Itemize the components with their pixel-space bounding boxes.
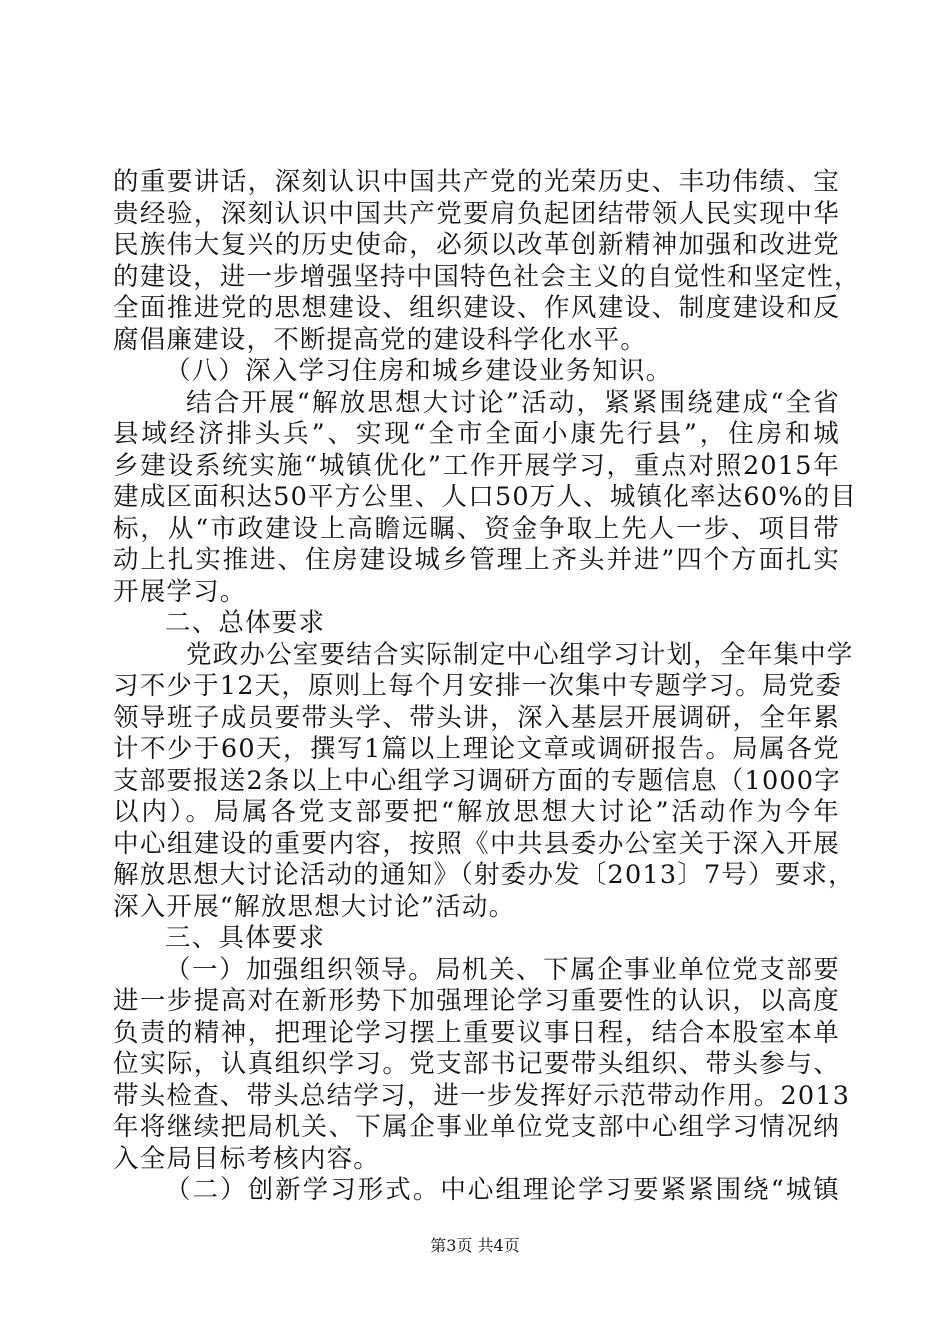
body-line: 标，从“市政建设上高瞻远瞩、资金争取上先人一步、项目带 bbox=[113, 513, 840, 544]
body-line: 深入开展“解放思想大讨论”活动。 bbox=[113, 891, 516, 922]
body-line: 位实际，认真组织学习。党支部书记要带头组织、带头参与、 bbox=[113, 1049, 840, 1079]
body-line: 动上扎实推进、住房建设城乡管理上齐头并进”四个方面扎实 bbox=[113, 545, 840, 575]
body-line: 支部要报送2条以上中心组学习调研方面的专题信息（1000字 bbox=[113, 765, 841, 796]
body-line: 建成区面积达50平方公里、人口50万人、城镇化率达60%的目 bbox=[113, 482, 858, 512]
body-line: 带头检查、带头总结学习，进一步发挥好示范带动作用。2013 bbox=[113, 1080, 851, 1111]
body-line: 中心组建设的重要内容，按照《中共县委办公室关于深入开展 bbox=[113, 828, 840, 859]
body-line: 的重要讲话，深刻认识中国共产党的光荣历史、丰功伟绩、宝 bbox=[113, 167, 840, 197]
body-line: 腐倡廉建设，不断提高党的建设科学化水平。 bbox=[113, 324, 648, 355]
page-footer: 第3页 共4页 bbox=[430, 1236, 520, 1255]
body-line: 计不少于60天，撰写1篇以上理论文章或调研报告。局属各党 bbox=[113, 734, 840, 764]
section-heading: 三、具体要求 bbox=[165, 923, 326, 953]
body-line: 年将继续把局机关、下属企事业单位党支部中心组学习情况纳 bbox=[113, 1112, 840, 1142]
body-line: 以内）。局属各党支部要把“解放思想大讨论”活动作为今年 bbox=[113, 797, 840, 827]
section-heading: 二、总体要求 bbox=[165, 608, 326, 638]
body-line: （二）创新学习形式。中心组理论学习要紧紧围绕“城镇 bbox=[165, 1175, 840, 1205]
body-line: 县域经济排头兵”、实现“全市全面小康先行县”，住房和城 bbox=[113, 419, 840, 449]
body-line: 民族伟大复兴的历史使命，必须以改革创新精神加强和改进党 bbox=[113, 230, 840, 260]
body-line: 贵经验，深刻认识中国共产党要肩负起团结带领人民实现中华 bbox=[113, 198, 840, 229]
body-line: 乡建设系统实施“城镇优化”工作开展学习，重点对照2015年 bbox=[113, 450, 840, 481]
body-line: 结合开展“解放思想大讨论”活动，紧紧围绕建成“全省 bbox=[186, 387, 840, 418]
body-line: （一）加强组织领导。局机关、下属企事业单位党支部要 bbox=[165, 954, 840, 985]
body-line: 负责的精神，把理论学习摆上重要议事日程，结合本股室本单 bbox=[113, 1017, 840, 1048]
body-line: 进一步提高对在新形势下加强理论学习重要性的认识，以高度 bbox=[113, 986, 840, 1016]
body-line: 领导班子成员要带头学、带头讲，深入基层开展调研，全年累 bbox=[113, 702, 840, 733]
body-line: 的建设，进一步增强坚持中国特色社会主义的自觉性和坚定性， bbox=[113, 261, 861, 292]
section-heading: （八）深入学习住房和城乡建设业务知识。 bbox=[165, 356, 673, 386]
body-line: 开展学习。 bbox=[113, 576, 247, 607]
body-line: 解放思想大讨论活动的通知》（射委办发〔2013〕7号）要求， bbox=[113, 860, 855, 890]
body-line: 全面推进党的思想建设、组织建设、作风建设、制度建设和反 bbox=[113, 293, 840, 323]
body-line: 党政办公室要结合实际制定中心组学习计划，全年集中学 bbox=[186, 639, 854, 670]
body-line: 习不少于12天，原则上每个月安排一次集中专题学习。局党委 bbox=[113, 671, 843, 701]
body-line: 入全局目标考核内容。 bbox=[113, 1143, 381, 1174]
